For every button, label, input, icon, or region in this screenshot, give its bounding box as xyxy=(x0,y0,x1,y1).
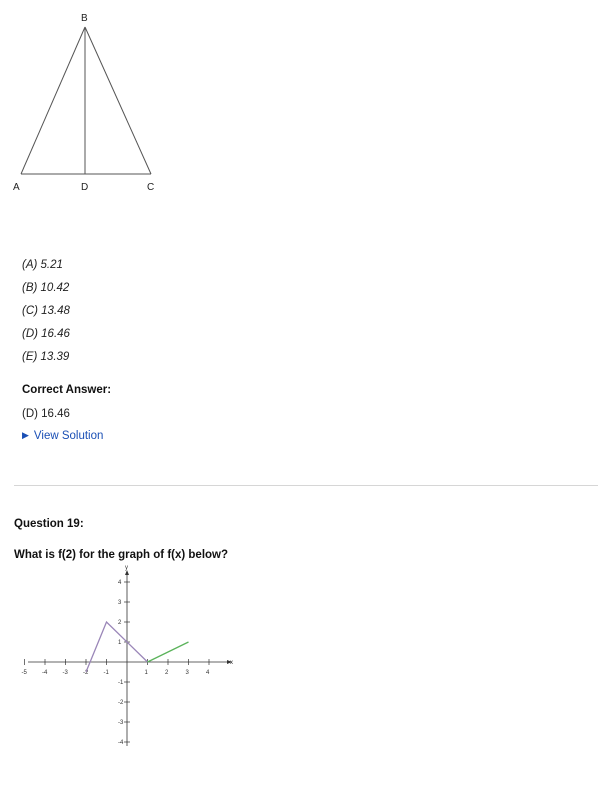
x-tick-label: -4 xyxy=(42,670,48,676)
x-axis-label: x xyxy=(230,660,233,666)
graph-curves xyxy=(86,622,189,672)
y-tick-label: -3 xyxy=(118,720,124,726)
choice-c: (C) 13.48 xyxy=(22,305,70,317)
view-solution-label: View Solution xyxy=(33,430,104,442)
y-axis-label: y xyxy=(125,565,128,571)
x-tick-label: -1 xyxy=(103,670,109,676)
y-tick-label: 4 xyxy=(118,580,122,586)
x-tick-label: -5 xyxy=(21,670,27,676)
y-tick-label: 1 xyxy=(118,640,122,646)
x-tick-label: 1 xyxy=(144,670,148,676)
view-solution-link[interactable] xyxy=(22,430,103,442)
y-tick-label: 2 xyxy=(118,620,122,626)
x-tick-label: 3 xyxy=(185,670,189,676)
choice-d: (D) 16.46 xyxy=(22,328,70,340)
play-triangle-icon: ▶ xyxy=(22,430,29,440)
triangle-lines xyxy=(21,27,151,174)
correct-answer-value: (D) 16.46 xyxy=(22,408,70,420)
y-tick-label: 3 xyxy=(118,600,122,606)
triangle-figure xyxy=(0,0,200,200)
axis-ticks xyxy=(22,580,211,746)
x-tick-label: -3 xyxy=(62,670,68,676)
question-text: What is f(2) for the graph of f(x) below? xyxy=(14,549,229,561)
function-graph xyxy=(20,560,250,760)
choice-a: (A) 5.21 xyxy=(22,259,63,271)
label-d: D xyxy=(81,182,89,193)
side-bc xyxy=(85,27,151,174)
x-tick-label: 2 xyxy=(165,670,169,676)
function-piece-1 xyxy=(86,622,148,672)
label-c: C xyxy=(147,182,155,193)
section-divider xyxy=(14,485,598,486)
y-tick-label: -2 xyxy=(118,700,124,706)
label-a: A xyxy=(13,182,20,193)
label-b: B xyxy=(81,13,88,24)
y-tick-label: -1 xyxy=(118,680,124,686)
side-ab xyxy=(21,27,85,174)
question-title: Question 19: xyxy=(14,518,84,530)
y-tick-label: -4 xyxy=(118,740,124,746)
x-tick-label: 4 xyxy=(206,670,210,676)
choice-b: (B) 10.42 xyxy=(22,282,70,294)
choice-e: (E) 13.39 xyxy=(22,351,70,363)
x-tick-label: -2 xyxy=(83,670,89,676)
correct-answer-heading: Correct Answer: xyxy=(22,384,112,396)
